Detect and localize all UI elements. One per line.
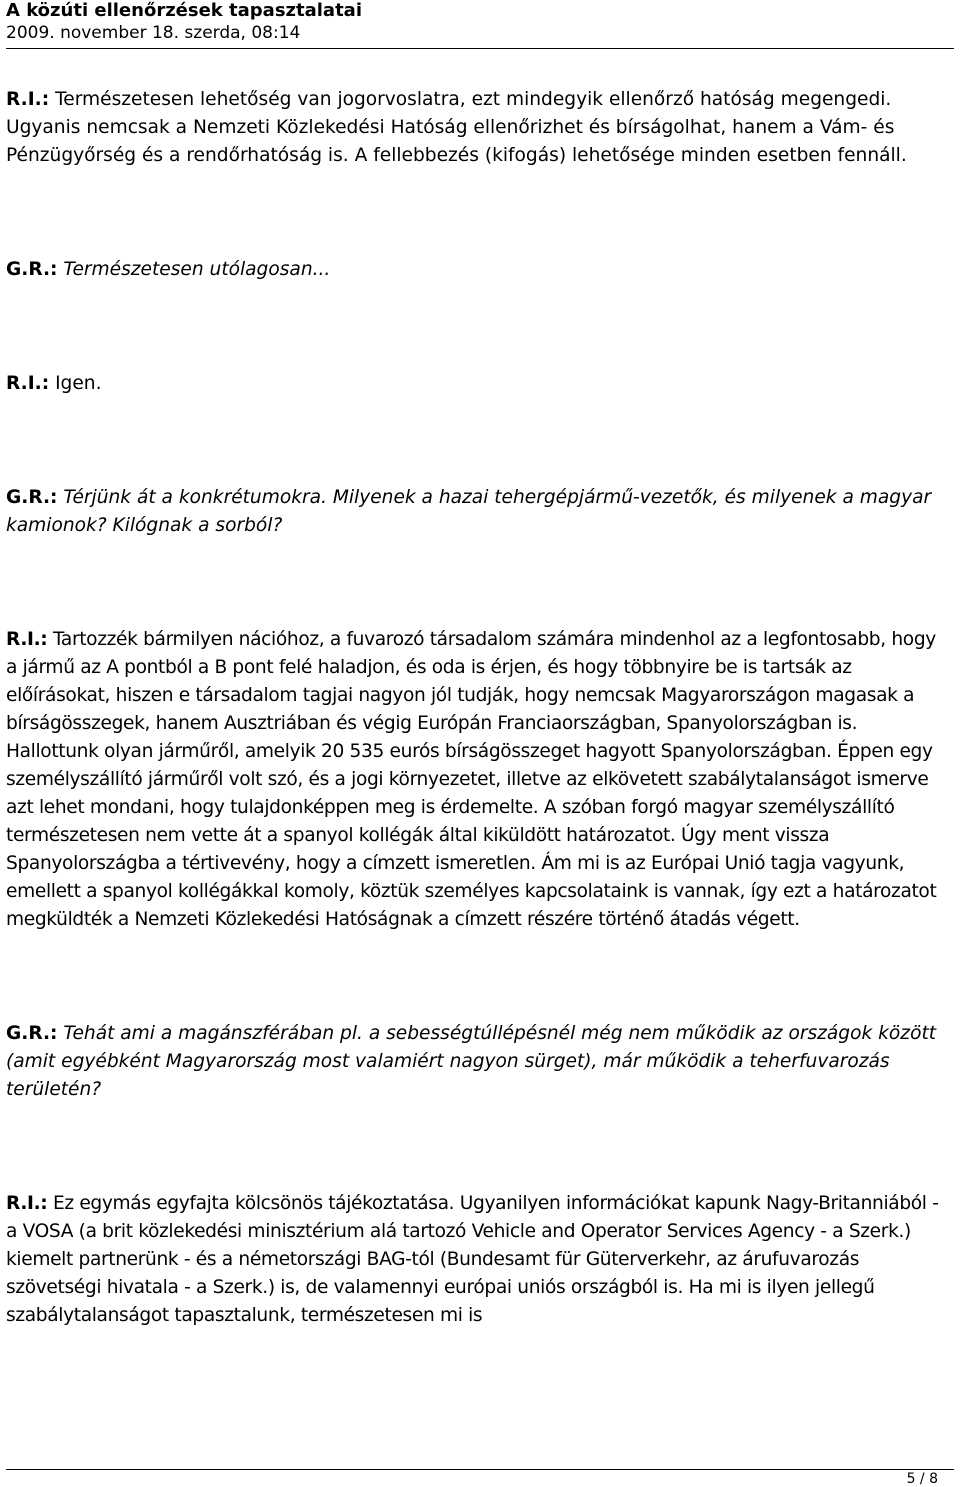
footer-divider xyxy=(6,1469,954,1470)
paragraph-text: Ez egymás egyfajta kölcsönös tájékoztatása. Ugyanilyen információkat kapunk Nagy-Britanniából - a VOSA (a brit közlekedési minisztérium alá tartozó Vehicle and Operator Services Agency - a Szerk.) kiemelt partnerünk - és a németországi BAG-tól (Bundesamt für Güterverkehr, az árufuvarozás szövetségi hivatala - a Szerk.) is, de valamennyi európai uniós országból is. Ha mi is ilyen jellegű szabálytalanságot tapasztalunk, természetesen mi is xyxy=(6,1193,939,1326)
page-number: 5 / 8 xyxy=(906,1471,938,1487)
answer-paragraph xyxy=(6,86,946,170)
answer-paragraph xyxy=(6,1190,946,1330)
article-title: A közúti ellenőrzések tapasztalatai xyxy=(6,0,363,21)
speaker-label: R.I.: xyxy=(6,89,50,110)
speaker-label: R.I.: xyxy=(6,373,50,394)
speaker-label: G.R.: xyxy=(6,259,58,280)
speaker-label: G.R.: xyxy=(6,1023,58,1044)
article-body xyxy=(6,86,946,1330)
paragraph-text: Tartozzék bármilyen nációhoz, a fuvarozó társadalom számára mindenhol az a legfontosabb, hogy a jármű az A pontból a B pont felé haladjon, és oda is érjen, és hogy többnyire be is tartsák az előírásokat, hiszen e társadalom tagjai nagyon jól tudják, hogy nemcsak Magyarországon magasak a bírságösszegek, hanem Ausztriában és végig Európán Franciaországban, Spanyolországban is. Hallottunk olyan járműről, amelyik 20 535 eurós bírságösszeget hagyott Spanyolországban. Éppen egy személyszállító járműről volt szó, és a jogi környezetet, illetve az elkövetett szabálytalanságot ismerve azt lehet mondani, hogy tulajdonképpen meg is érdemelte. A szóban forgó magyar személyszállító természetesen nem vette át a spanyol kollégák által kiküldött határozatot. Úgy ment vissza Spanyolországba a tértivevény, hogy a címzett ismeretlen. Ám mi is az Európai Unió tagja vagyunk, emellett a spanyol kollégákkal komoly, köztük személyes kapcsolataink is vannak, így ezt a határozatot megküldték a Nemzeti Közlekedési Hatóságnak a címzett részére történő átadás végett. xyxy=(6,629,937,930)
header-divider xyxy=(6,48,954,49)
question-paragraph xyxy=(6,484,946,540)
paragraph-text: Igen. xyxy=(49,373,102,394)
question-paragraph xyxy=(6,256,946,284)
paragraph-text: Tehát ami a magánszférában pl. a sebességtúllépésnél még nem működik az országok között (amit egyébként Magyarország most valamiért nagyon sürget), már működik a teherfuvarozás területén? xyxy=(6,1023,937,1100)
paragraph-text: Térjünk át a konkrétumokra. Milyenek a hazai tehergépjármű-vezetők, és milyenek a magyar kamionok? Kilógnak a sorból? xyxy=(6,487,932,536)
answer-paragraph xyxy=(6,626,946,934)
speaker-label: R.I.: xyxy=(6,629,48,650)
page-header xyxy=(6,0,954,43)
speaker-label: G.R.: xyxy=(6,487,58,508)
paragraph-text: Természetesen lehetőség van jogorvoslatra, ezt mindegyik ellenőrző hatóság megengedi. Ugyanis nemcsak a Nemzeti Közlekedési Hatóság ellenőrizhet és bírságolhat, hanem a Vám- és Pénzügyőrség és a rendőrhatóság is. A fellebbezés (kifogás) lehetősége minden esetben fennáll. xyxy=(6,89,907,166)
article-date: 2009. november 18. szerda, 08:14 xyxy=(6,23,301,43)
question-paragraph xyxy=(6,1020,946,1104)
paragraph-text: Természetesen utólagosan... xyxy=(57,259,331,280)
speaker-label: R.I.: xyxy=(6,1193,48,1214)
answer-paragraph xyxy=(6,370,946,398)
